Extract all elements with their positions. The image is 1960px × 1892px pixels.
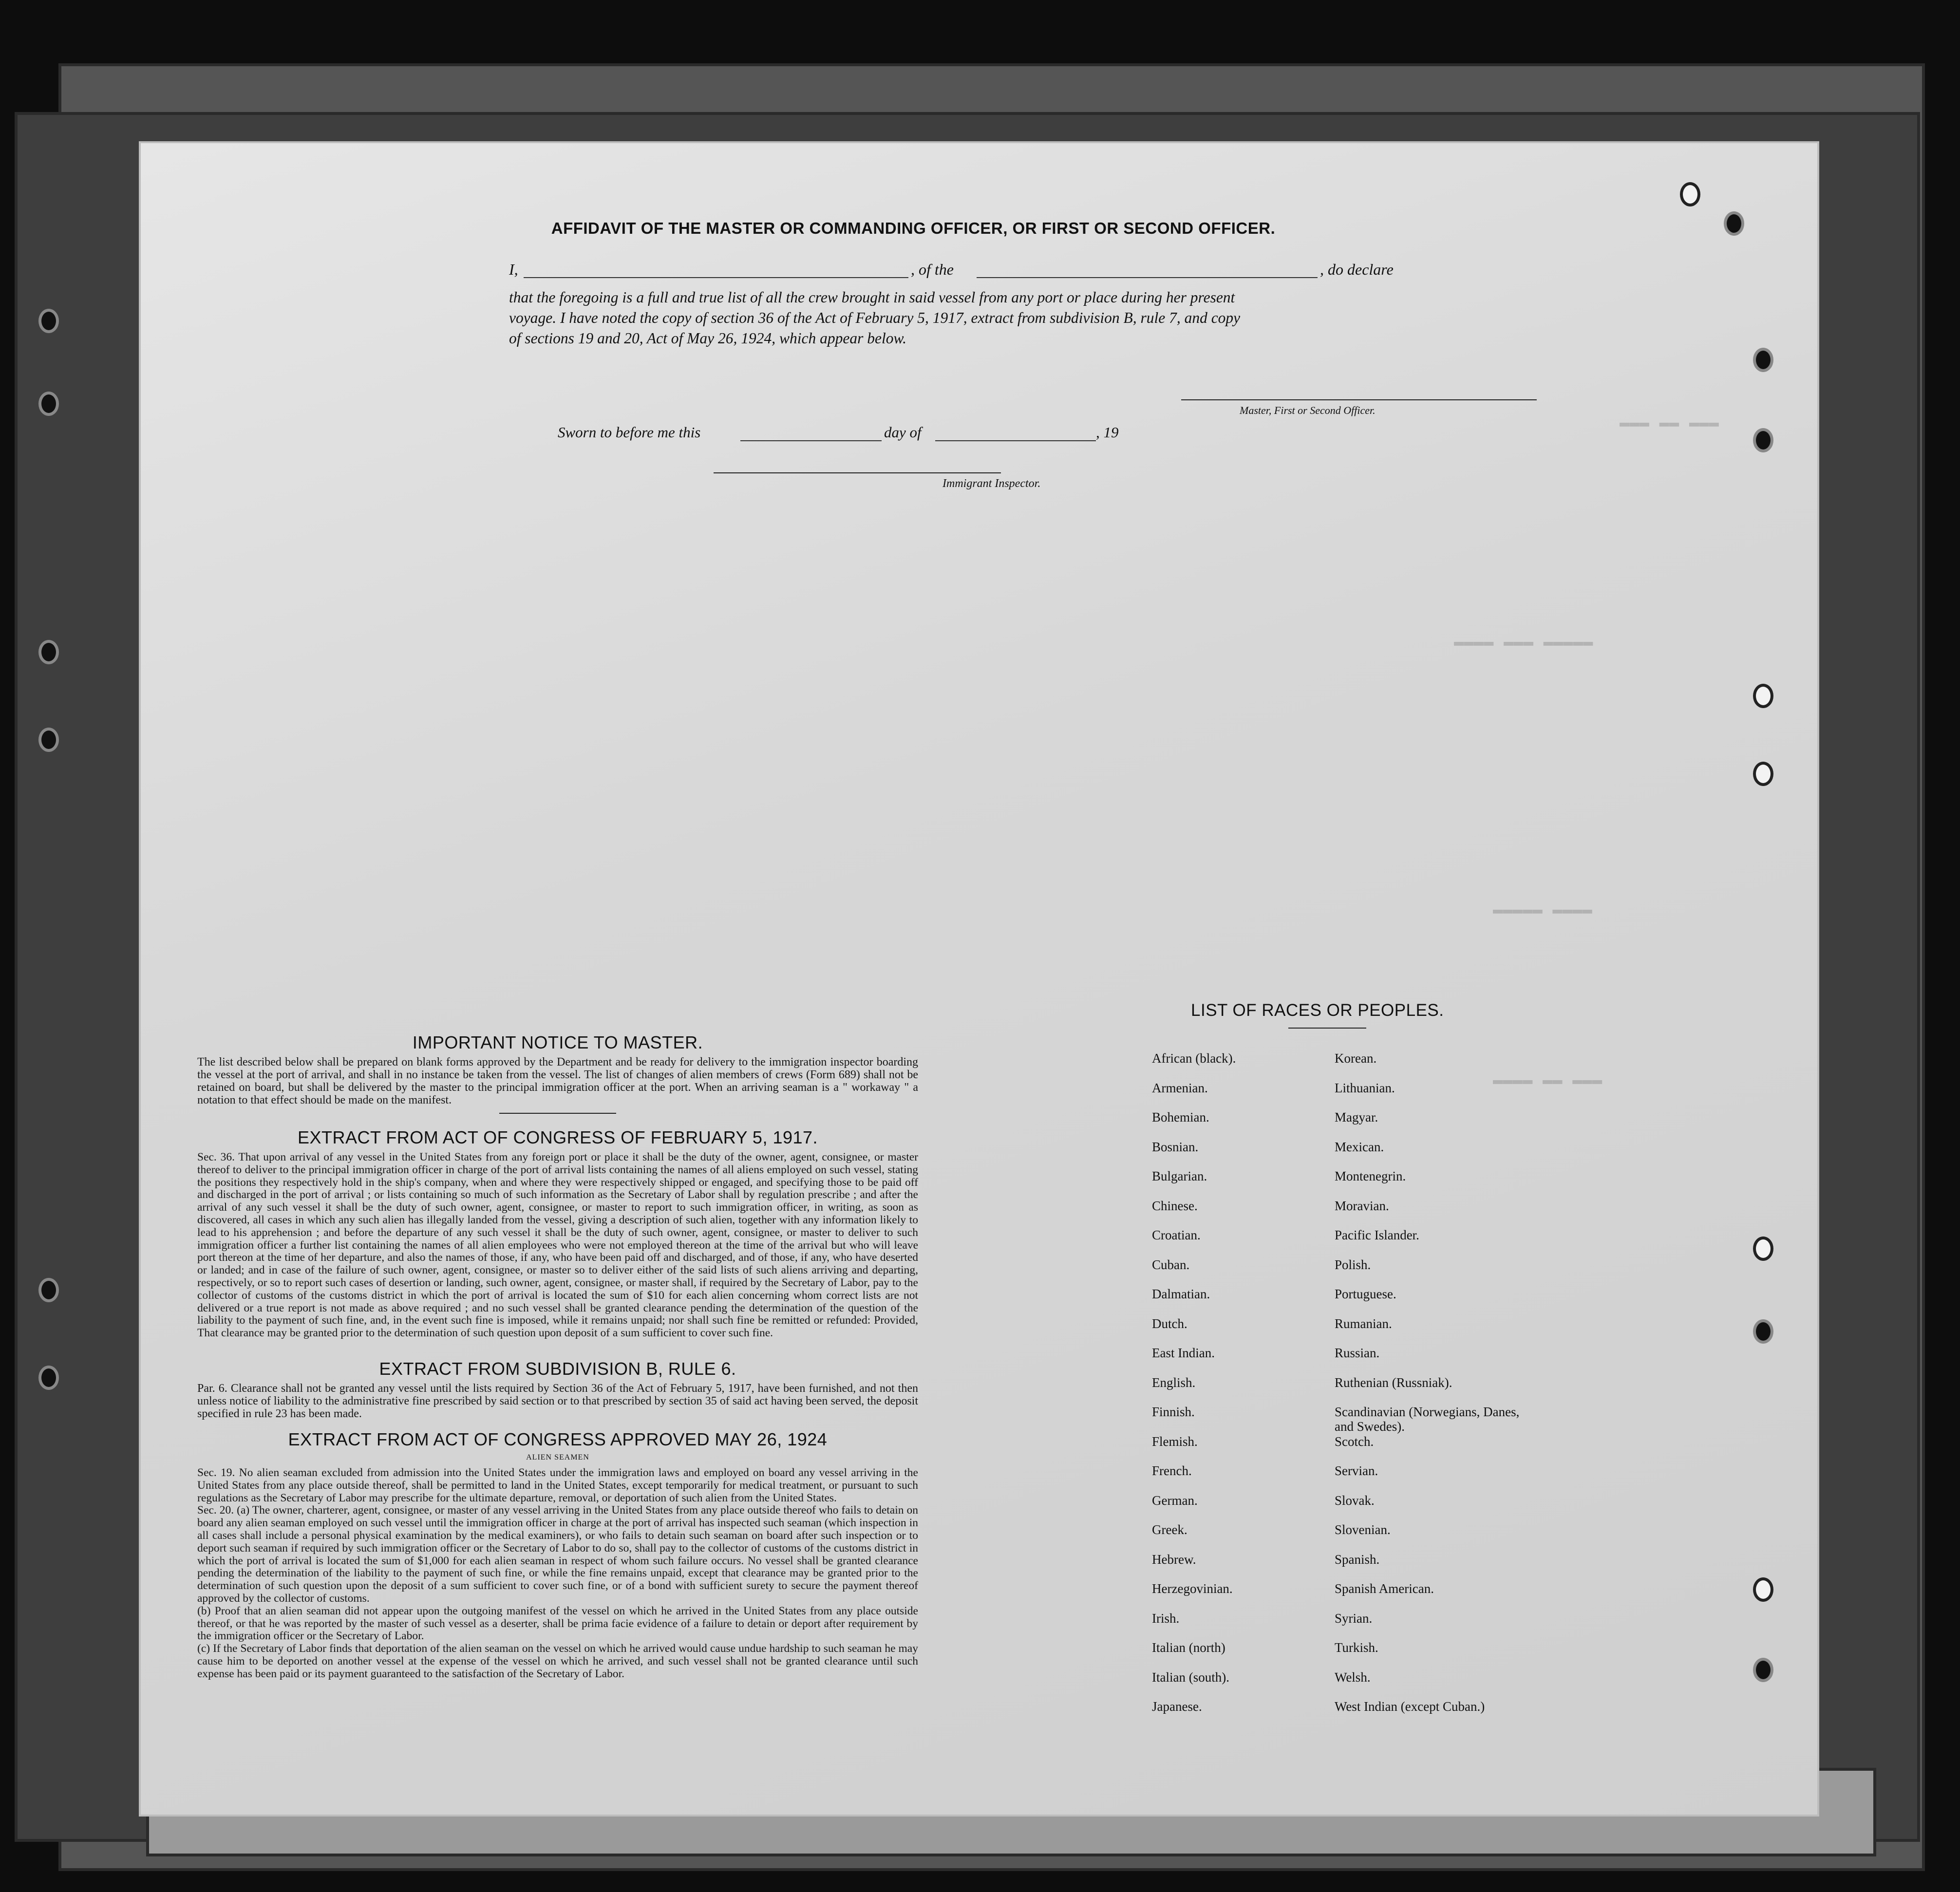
binder-hole: [1756, 351, 1771, 369]
race-item: Bohemian.: [1152, 1110, 1209, 1124]
affidavit-of-the-label: , of the: [911, 261, 954, 278]
affidavit-line-1: [509, 261, 1512, 280]
binder-hole: [1756, 1580, 1771, 1599]
binder-hole: [1756, 765, 1771, 783]
race-item: Finnish.: [1152, 1405, 1195, 1419]
race-item: German.: [1152, 1493, 1198, 1508]
race-item: Italian (south).: [1152, 1669, 1229, 1685]
extract-1924-title: EXTRACT FROM ACT OF CONGRESS APPROVED MAY 26, 1924: [288, 1429, 828, 1449]
binder-hole: [1727, 214, 1741, 233]
race-item: Ruthenian (Russniak).: [1335, 1375, 1452, 1390]
bleed-through-text: ▬▬▬▬ ▬▬ ▬▬▬: [1493, 1071, 1602, 1090]
sworn-line: [558, 424, 1191, 443]
extract-rule6-title: EXTRACT FROM SUBDIVISION B, RULE 6.: [379, 1359, 736, 1379]
vessel-blank-line: [977, 277, 1318, 278]
race-item: Hebrew.: [1152, 1552, 1196, 1567]
sworn-month-blank: [935, 440, 1096, 441]
race-item: Korean.: [1335, 1051, 1377, 1066]
sec-20a-text: Sec. 20. (a) The owner, charterer, agent, consignee, or master of any vessel arriving in the United States from any place outside thereof who fails to detain on board any alien seaman employed on such vessel until the immigration officer in charge at the port of arrival has inspected such seaman (which inspection in all cases shall include a personal physical examination by the medical examiners), or who fails to detain such seaman on board after such inspection or to deport such seaman if required by such immigration officer or the Secretary of Labor to do so, shall pay to the collector of customs of the customs district in which the port of arrival is located the sum of $1,000 for each alien seaman in respect of whom such failure occurs. No vessel shall be granted clearance pending the determination of the liability to the payment of such fine, or while the fine remains unpaid, except that clearance may be granted prior to the determination of such question upon the deposit of a sum sufficient to cover such fine, or of a bond with sufficient surety to secure the payment thereof approved by the collector of customs.: [197, 1504, 918, 1605]
inspector-signature-line: [714, 472, 1001, 473]
race-item: Welsh.: [1335, 1669, 1371, 1685]
notice-title: IMPORTANT NOTICE TO MASTER.: [412, 1032, 703, 1052]
race-item: Spanish American.: [1335, 1581, 1434, 1596]
race-item: Mexican.: [1335, 1139, 1384, 1154]
races-right-column: [1335, 1051, 1539, 1729]
race-item: Russian.: [1335, 1346, 1380, 1360]
race-item: Armenian.: [1152, 1080, 1208, 1095]
race-item: Lithuanian.: [1335, 1080, 1395, 1095]
race-item: Portuguese.: [1335, 1287, 1396, 1301]
race-item: Moravian.: [1335, 1198, 1389, 1213]
extract-rule6-body: Par. 6. Clearance shall not be granted any vessel until the lists required by Section 36 of the Act of February 5, 1917, have been furnished, and not then unless notice of liability to the administrative fine prescribed by said section or to that prescribed by section 35 of said act having been served, the deposit specified in rule 23 has been made.: [197, 1382, 918, 1420]
affidavit-paragraph: [509, 287, 1240, 349]
sworn-day-blank: [740, 440, 882, 441]
race-item: Slovenian.: [1335, 1522, 1391, 1537]
sec-19-text: Sec. 19. No alien seaman excluded from admission into the United States under the immigration laws and employed on board any vessel arriving in the United States from any place outside thereof, shall be permitted to land in the United States, except temporarily for medical treatment, or pursuant to such regulations as the Secretary of Labor may prescribe for the ultimate departure, removal, or deportation of such alien from the United States.: [197, 1466, 918, 1504]
bleed-through-text: ▬▬▬ ▬▬ ▬▬▬: [1620, 414, 1719, 432]
affidavit-text-line: that the foregoing is a full and true list of all the crew brought in said vessel from any port or place during her present: [509, 289, 1235, 306]
binder-hole: [41, 1281, 56, 1299]
extract-1924-subtitle: ALIEN SEAMEN: [526, 1453, 589, 1461]
sworn-day-of-label: day of: [884, 424, 922, 441]
race-item: Slovak.: [1335, 1493, 1375, 1508]
race-item: Irish.: [1152, 1611, 1180, 1626]
affidavit-text-line: voyage. I have noted the copy of section 36 of the Act of February 5, 1917, extract from subdivision B, rule 7, and copy: [509, 309, 1241, 326]
sworn-year-label: , 19: [1096, 424, 1119, 441]
races-left-column: [1152, 1051, 1318, 1729]
document-page: [139, 141, 1819, 1817]
extract-1917-title: EXTRACT FROM ACT OF CONGRESS OF FEBRUARY 5, 1917.: [297, 1127, 818, 1147]
binder-hole: [41, 312, 56, 330]
race-item: Scandinavian (Norwegians, Danes, and Swedes).: [1335, 1405, 1520, 1434]
race-item: Polish.: [1335, 1257, 1371, 1272]
affidavit-text-line: of sections 19 and 20, Act of May 26, 1924, which appear below.: [509, 330, 907, 347]
race-item: Rumanian.: [1335, 1316, 1392, 1331]
sec-20b-text: (b) Proof that an alien seaman did not appear upon the outgoing manifest of the vessel on which he arrived in the United States from any place outside thereof, or that he was reported by the master of such vessel as a deserter, shall be prima facie evidence of a failure to detain or deport after requirement by the immigration officer or the Secretary of Labor.: [197, 1604, 918, 1643]
race-item: Italian (north): [1152, 1640, 1225, 1655]
binder-hole: [1756, 1661, 1771, 1679]
binder-hole: [1756, 431, 1771, 450]
race-item: Flemish.: [1152, 1434, 1198, 1449]
notice-body: The list described below shall be prepared on blank forms approved by the Department and be ready for delivery to the immigration inspector boarding the vessel at the port of arrival, and shall in no instance be taken from the vessel. The list of changes of alien members of crews (Form 689) shall not be retained on board, but shall be delivered by the master to the principal immigration officer at the port. When an arriving seaman is a " workaway " a notation to that effect should be made on the manifest.: [197, 1056, 918, 1106]
race-item: French.: [1152, 1463, 1192, 1478]
race-item: Dutch.: [1152, 1316, 1187, 1331]
races-title: LIST OF RACES OR PEOPLES.: [1191, 1001, 1444, 1020]
sec-20c-text: (c) If the Secretary of Labor finds that deportation of the alien seaman on the vessel on which he arrived would cause undue hardship to such seaman he may cause him to be deported on another vessel at the expense of the vessel on which he arrived, and such vessel shall not be granted clearance until such expense has been paid or its payment guaranteed to the satisfaction of the Secretary of Labor.: [197, 1642, 918, 1680]
binder-hole: [41, 643, 56, 661]
race-item: Magyar.: [1335, 1110, 1378, 1124]
race-item: Syrian.: [1335, 1611, 1373, 1626]
race-item: Bosnian.: [1152, 1139, 1199, 1154]
bleed-through-text: ▬▬▬▬▬ ▬▬▬▬: [1493, 901, 1593, 919]
race-item: Bulgarian.: [1152, 1169, 1207, 1183]
binder-hole: [1683, 185, 1697, 204]
extract-1924-body: [197, 1467, 918, 1681]
binder-hole: [41, 394, 56, 413]
bleed-through-text: ▬▬▬▬ ▬▬▬ ▬▬▬▬▬: [1454, 633, 1593, 652]
binder-hole: [41, 731, 56, 749]
race-item: Japanese.: [1152, 1699, 1202, 1714]
extract-1917-body: Sec. 36. That upon arrival of any vessel in the United States from any foreign port or place it shall be the duty of the owner, agent, consignee, or master thereof to deliver to the principal immigration officer in charge of the port of arrival lists containing the names of all aliens employed on such vessel, stating the positions they respectively hold in the ship's company, when and where they were respectively shipped or engaged, and specifying those to be paid off and discharged in the port of arrival ; or lists containing so much of such information as the Secretary of Labor shall by regulation prescribe ; and after the arrival of any such vessel it shall be the duty of such owner, agent, consignee, or master to report to such immigration officer, in writing, as soon as discovered, all cases in which any such alien has illegally landed from the vessel, giving a description of such alien, together with any information likely to lead to his apprehension ; and before the departure of any such vessel it shall be the duty of such owner, agent, consignee, or master to deliver to such immigration officer a further list containing the names of all alien employees who were not employed thereon at the time of the arrival but who will leave port thereon at the time of her departure, and also the names of those, if any, who have been paid off and discharged, and of those, if any, who have deserted or landed; and in case of the failure of such owner, agent, consignee, or master so to deliver either of the said lists of such aliens arriving and departing, respectively, or so to report such cases of desertion or landing, such owner, agent, consignee, or master shall, if required by the Secretary of Labor, pay to the collector of customs of the customs district in which the port of arrival is located the sum of $10 for each alien concerning whom correct lists are not delivered or a true report is not made as above required ; and no such vessel shall be granted clearance pending the determination of the question of the liability to the payment of such fine, and, in the event such fine is imposed, while it remains unpaid; nor shall such fine be remitted or refunded: Provided, That clearance may be granted prior to the determination of such question upon deposit of a sum sufficient to cover such fine.: [197, 1151, 918, 1340]
race-item: Croatian.: [1152, 1228, 1201, 1242]
name-blank-line: [524, 277, 908, 278]
inspector-caption: Immigrant Inspector.: [942, 477, 1041, 490]
binder-hole: [1756, 687, 1771, 705]
binder-hole: [1756, 1322, 1771, 1341]
race-item: Pacific Islander.: [1335, 1228, 1419, 1242]
section-divider: [499, 1113, 616, 1114]
affidavit-i-label: I,: [509, 261, 518, 278]
race-item: Greek.: [1152, 1522, 1187, 1537]
binder-hole: [1756, 1239, 1771, 1258]
sworn-label: Sworn to before me this: [558, 424, 701, 441]
races-divider: [1288, 1028, 1366, 1029]
race-item: Chinese.: [1152, 1198, 1198, 1213]
race-item: Servian.: [1335, 1463, 1378, 1478]
race-item: East Indian.: [1152, 1346, 1215, 1360]
race-item: Turkish.: [1335, 1640, 1378, 1655]
master-signature-caption: Master, First or Second Officer.: [1240, 404, 1376, 416]
affidavit-title: AFFIDAVIT OF THE MASTER OR COMMANDING OFFICER, OR FIRST OR SECOND OFFICER.: [551, 219, 1276, 237]
race-item: African (black).: [1152, 1051, 1236, 1066]
race-item: Cuban.: [1152, 1257, 1190, 1272]
race-item: Spanish.: [1335, 1552, 1380, 1567]
race-item: West Indian (except Cuban.): [1335, 1699, 1485, 1714]
race-item: Herzegovinian.: [1152, 1581, 1233, 1596]
race-item: Montenegrin.: [1335, 1169, 1406, 1183]
race-item: English.: [1152, 1375, 1196, 1390]
race-item: Dalmatian.: [1152, 1287, 1210, 1301]
master-signature-line: [1181, 399, 1537, 400]
binder-hole: [41, 1368, 56, 1387]
affidavit-declare-label: , do declare: [1320, 261, 1394, 278]
race-item: Scotch.: [1335, 1434, 1374, 1449]
